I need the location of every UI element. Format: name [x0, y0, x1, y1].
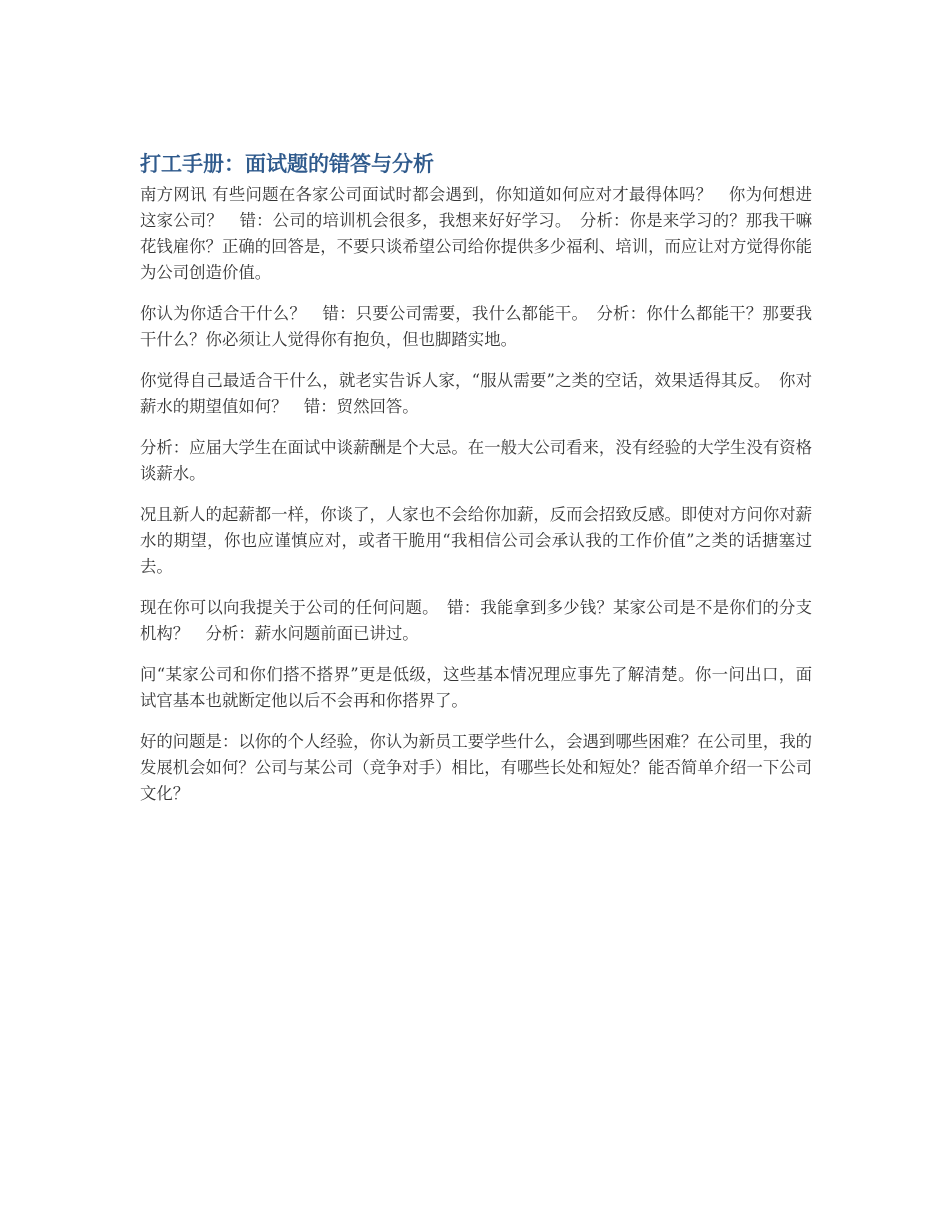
paragraph-4: 分析：应届大学生在面试中谈薪酬是个大忌。在一般大公司看来，没有经验的大学生没有资格谈薪水。 [140, 438, 813, 483]
paragraph-5: 况且新人的起薪都一样，你谈了，人家也不会给你加薪，反而会招致反感。即使对方问你对薪水的期望，你也应谨慎应对，或者干脆用“我相信公司会承认我的工作价值”之类的话搪塞过去。 [140, 505, 813, 576]
paragraph-2: 你认为你适合干什么？ 错：只要公司需要，我什么都能干。 分析：你什么都能干？那要我干什么？你必须让人觉得你有抱负，但也脚踏实地。 [140, 304, 812, 349]
paragraph-6: 现在你可以向我提关于公司的任何问题。 错：我能拿到多少钱？某家公司是不是你们的分支机构？ 分析：薪水问题前面已讲过。 [140, 598, 812, 643]
paragraph-1: 南方网讯 有些问题在各家公司面试时都会遇到，你知道如何应对才最得体吗？ 你为何想进这家公司？ 错：公司的培训机会很多，我想来好好学习。 分析：你是来学习的？那我干嘛花钱雇你？正确的回答是，不要只谈希望公司给你提供多少福利、培训，而应让对方觉得你能为公司创造价值。 [140, 185, 813, 282]
paragraph-3: 你觉得自己最适合干什么，就老实告诉人家，“服从需要”之类的空话，效果适得其反。 你对薪水的期望值如何？ 错：贸然回答。 [140, 371, 812, 416]
paragraph-7: 问“某家公司和你们搭不搭界”更是低级，这些基本情况理应事先了解清楚。你一问出口，面试官基本也就断定他以后不会再和你搭界了。 [140, 665, 812, 710]
document-title: 打工手册：面试题的错答与分析 [140, 152, 434, 176]
paragraph-8: 好的问题是：以你的个人经验，你认为新员工要学些什么，会遇到哪些困难？在公司里，我的发展机会如何？公司与某公司（竞争对手）相比，有哪些长处和短处？能否简单介绍一下公司文化？ [140, 732, 813, 803]
document-page [140, 148, 812, 822]
